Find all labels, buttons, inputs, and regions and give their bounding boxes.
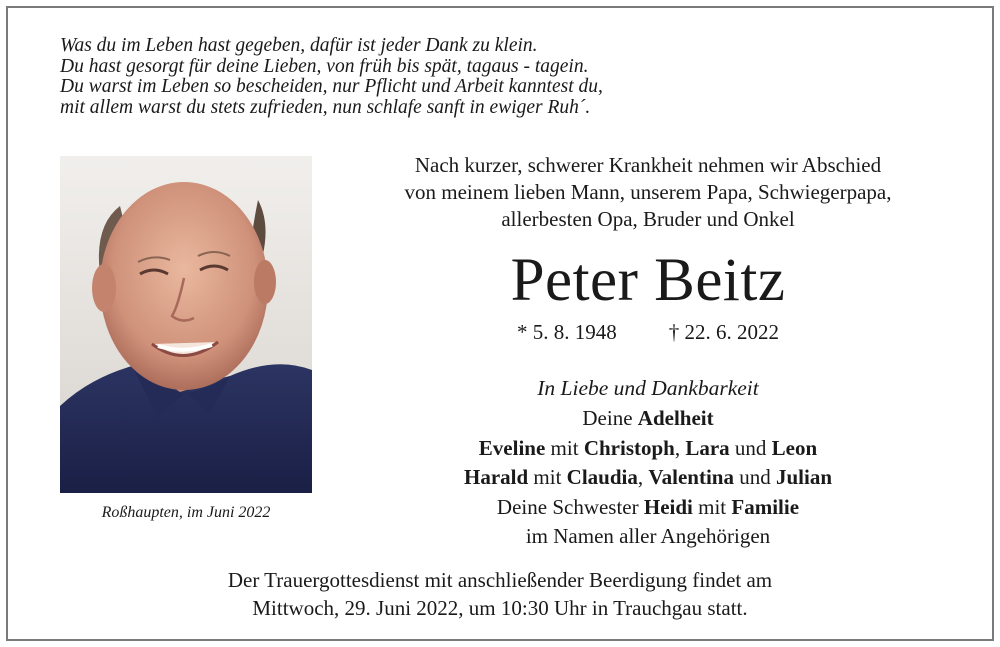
text: mit <box>528 465 567 489</box>
intro-line: von meinem lieben Mann, unserem Papa, Schwiegerpapa, <box>404 180 892 204</box>
text: und <box>733 465 776 489</box>
poem-line: mit allem warst du stets zufrieden, nun schlafe sanft in ewiger Ruh´. <box>60 96 591 118</box>
text: , <box>674 435 686 460</box>
family-name: Harald <box>463 465 529 489</box>
family-list <box>338 404 958 552</box>
poem-line: Du hast gesorgt für deine Lieben, von früh bis spät, tagaus - tagein. <box>60 55 589 77</box>
family-name: Julian <box>775 465 832 489</box>
text: mit <box>545 435 584 460</box>
text: und <box>729 435 772 460</box>
poem-line: Du warst im Leben so bescheiden, nur Pflicht und Arbeit kanntest du, <box>60 76 603 97</box>
family-name: Familie <box>731 494 800 519</box>
family-line <box>338 493 958 523</box>
family-line <box>338 434 958 464</box>
death-date: † 22. 6. 2022 <box>668 320 779 344</box>
family-line <box>338 463 958 493</box>
family-name: Heidi <box>643 494 693 519</box>
family-name: Lara <box>685 435 730 460</box>
intro-line: allerbesten Opa, Bruder und Onkel <box>501 207 795 231</box>
text: , <box>637 465 649 489</box>
family-line: im Namen aller Angehörigen <box>525 524 771 548</box>
family-name: Eveline <box>478 435 546 460</box>
farewell-intro <box>338 152 958 233</box>
text: Deine Schwester <box>496 494 644 519</box>
text: Deine <box>582 406 638 430</box>
text: mit <box>692 494 732 519</box>
service-line: Mittwoch, 29. Juni 2022, um 10:30 Uhr in Trauchgau statt. <box>252 596 748 620</box>
deceased-name: Peter Beitz <box>510 247 786 314</box>
birth-date: * 5. 8. 1948 <box>517 320 617 344</box>
family-name: Adelheit <box>637 406 714 430</box>
portrait-illustration <box>60 156 312 493</box>
memorial-poem <box>60 36 603 118</box>
funeral-service-info <box>60 566 940 622</box>
family-name: Claudia <box>566 465 638 489</box>
family-name: Leon <box>771 435 818 460</box>
service-line: Der Trauergottesdienst mit anschließender Beerdigung findet am <box>227 568 773 592</box>
life-dates <box>338 318 958 346</box>
portrait-photo <box>60 156 312 493</box>
love-line: In Liebe und Dankbarkeit <box>537 376 759 400</box>
poem-line: Was du im Leben hast gegeben, dafür ist jeder Dank zu klein. <box>60 35 538 56</box>
photo-caption: Roßhaupten, im Juni 2022 <box>101 504 271 521</box>
family-name: Valentina <box>648 465 734 489</box>
family-name: Christoph <box>583 435 675 460</box>
intro-line: Nach kurzer, schwerer Krankheit nehmen wir Abschied <box>414 153 882 177</box>
family-line <box>338 404 958 434</box>
